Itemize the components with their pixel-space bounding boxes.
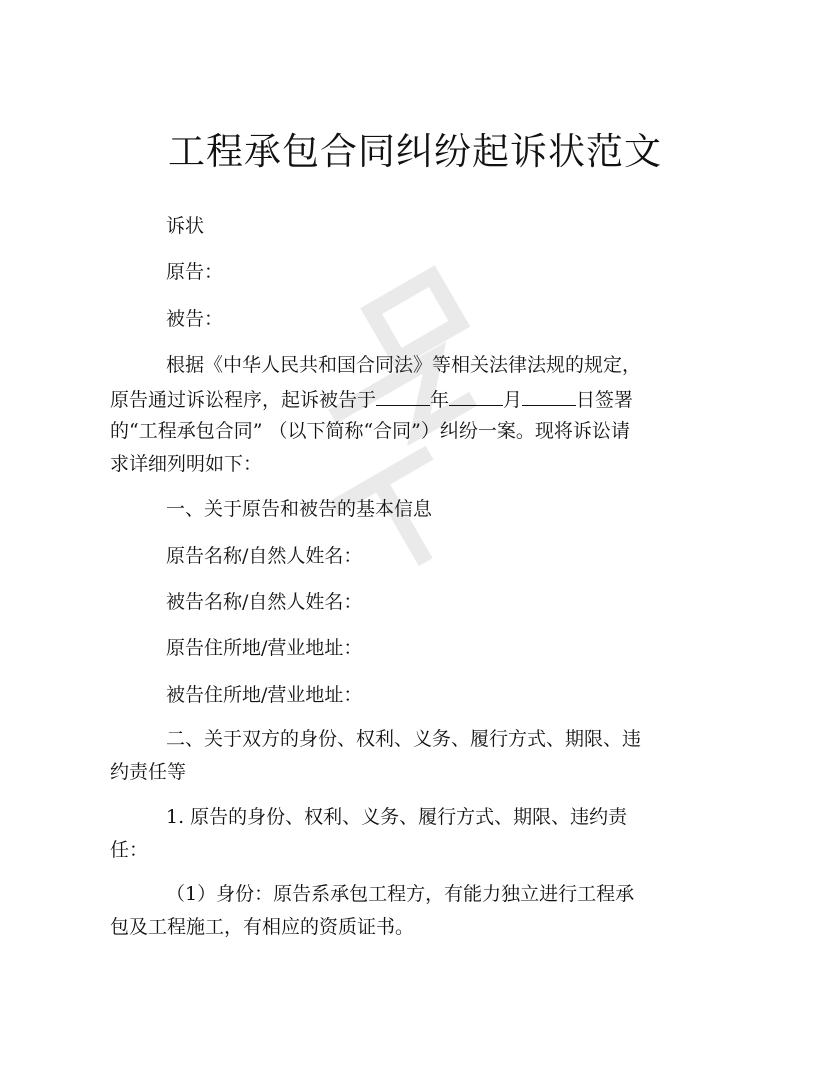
plaintiff-name-label: 原告名称/自然人姓名： (166, 545, 363, 567)
defendant-label: 被告： (166, 308, 224, 330)
intro-line-4: 求详细列明如下： (110, 453, 263, 475)
plaintiff-address-label: 原告住所地/营业地址： (166, 637, 363, 659)
complaint-heading: 诉状 (166, 215, 205, 237)
section-2-line-2: 约责任等 (110, 761, 187, 783)
intro-line-2-text: 原告通过诉讼程序，起诉被告于 (110, 389, 377, 411)
day-label: 日签署 (576, 389, 634, 411)
item-1-line-1: 1. 原告的身份、权利、义务、履行方式、期限、违约责 (166, 806, 628, 828)
plaintiff-label: 原告： (166, 261, 224, 283)
year-label: 年 (430, 389, 450, 411)
item-1-line-2: 任： (110, 839, 149, 861)
section-1-title: 一、关于原告和被告的基本信息 (166, 498, 433, 520)
item-1-1-line-2: 包及工程施工，有相应的资质证书。 (110, 916, 415, 938)
item-1-1-line-1: （1）身份：原告系承包工程方，有能力独立进行工程承 (166, 883, 635, 905)
day-blank (522, 383, 576, 406)
month-blank (449, 383, 503, 406)
intro-line-1: 根据《中华人民共和国合同法》等相关法律法规的规定， (166, 354, 642, 376)
month-label: 月 (503, 389, 523, 411)
defendant-name-label: 被告名称/自然人姓名： (166, 591, 363, 613)
defendant-address-label: 被告住所地/营业地址： (166, 684, 363, 706)
document-title: 工程承包合同纠纷起诉状范文 (168, 130, 662, 173)
intro-line-3: 的“工程承包合同” （以下简称“合同”）纠纷一案。现将诉讼请 (110, 420, 630, 442)
year-blank (376, 383, 430, 406)
section-2-line-1: 二、关于双方的身份、权利、义务、履行方式、期限、违 (166, 728, 642, 750)
intro-line-2 (110, 383, 718, 416)
